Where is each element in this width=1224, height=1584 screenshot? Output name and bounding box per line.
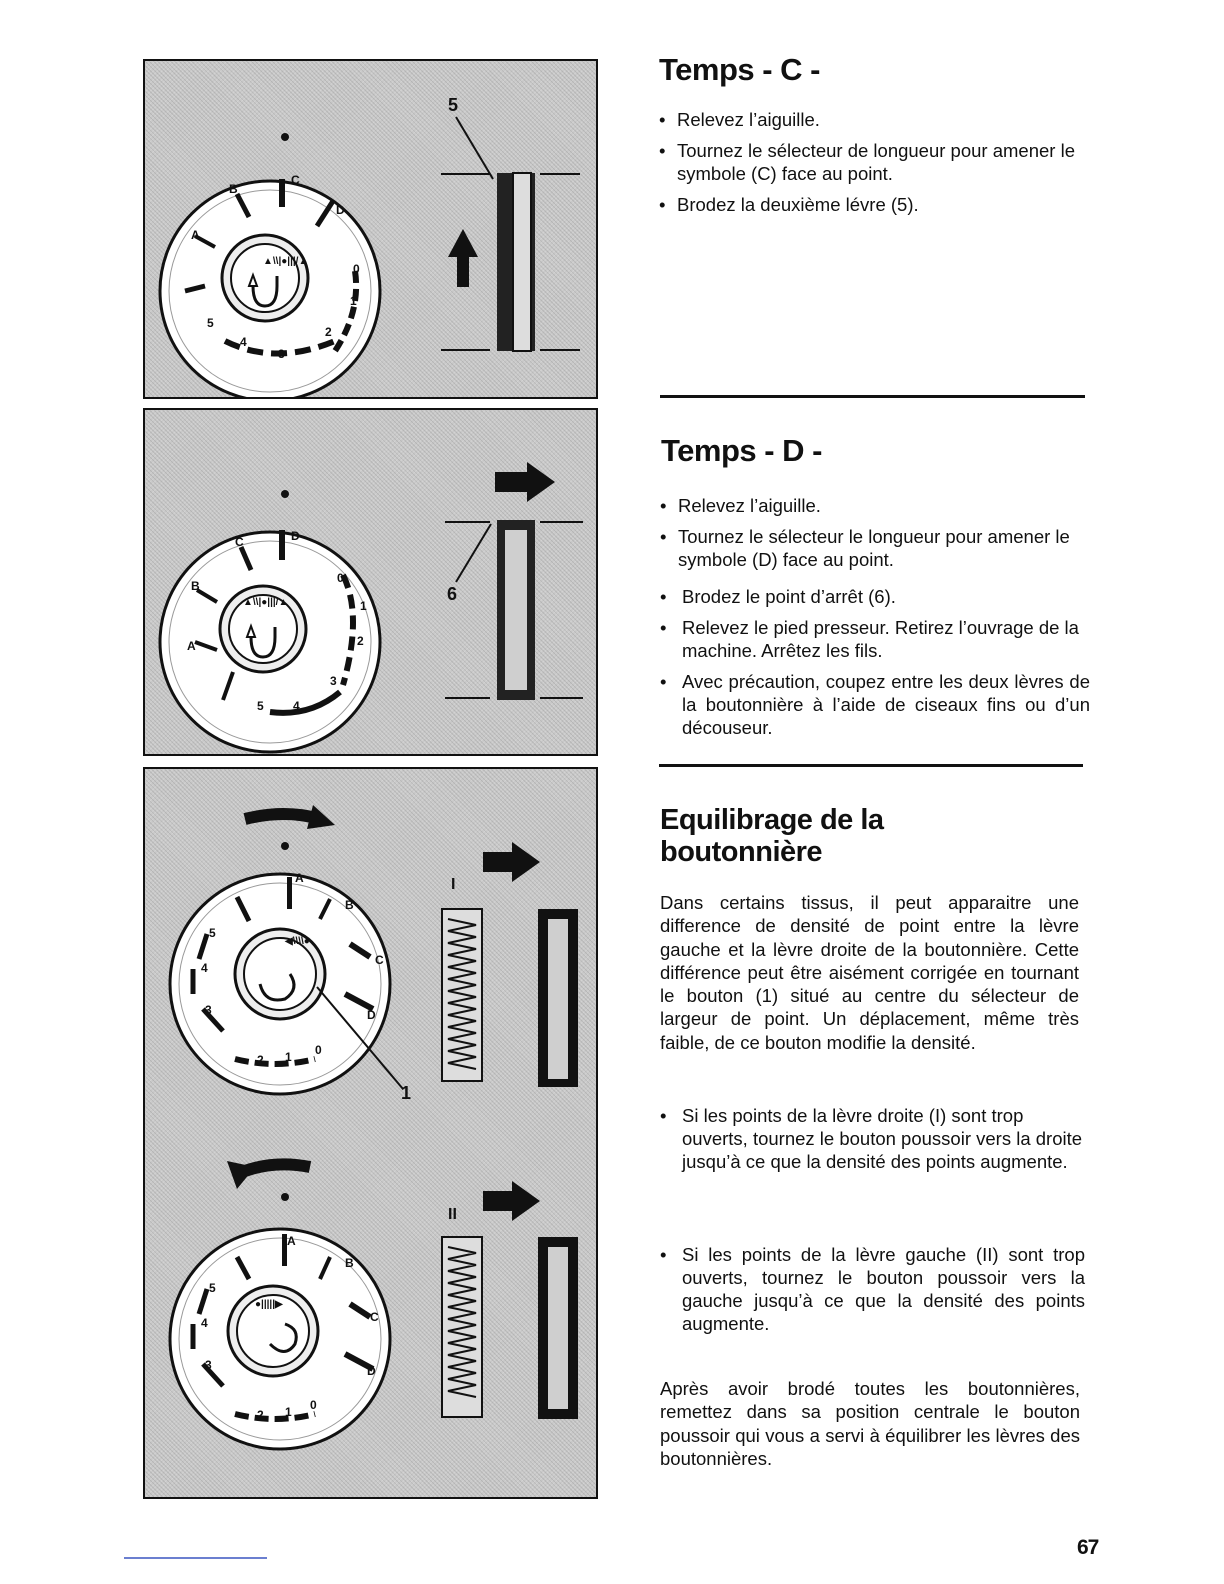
svg-text:5: 5 <box>257 699 264 713</box>
dial-letter-a: A <box>191 228 200 242</box>
indicator-dot <box>281 490 289 498</box>
heading-line-2: boutonnière <box>660 836 823 868</box>
list-item: • Avec précaution, coupez entre les deux lèvres de la boutonnière à l’aide de ciseaux fins ou d’un découseur. <box>660 670 1090 739</box>
svg-text:3: 3 <box>205 1358 212 1372</box>
paragraph-closing: Après avoir brodé toutes les boutonnières, remettez dans sa position centrale le bouton poussoir qui vous a servi à équilibrer les lèvres des boutonnières. <box>660 1378 1080 1469</box>
svg-text:B: B <box>345 1256 354 1270</box>
svg-text:2: 2 <box>357 634 364 648</box>
svg-text:1: 1 <box>360 599 367 613</box>
list-item: • Si les points de la lèvre gauche (II) sont trop ouverts, tournez le bouton poussoir vers la gauche jusqu’à ce que la densité des points augmente. <box>660 1243 1085 1335</box>
svg-text:0: 0 <box>353 262 360 276</box>
svg-text:1: 1 <box>285 1050 292 1064</box>
list-item: • Tournez le sélecteur de longueur pour amener le symbole (C) face au point. <box>659 139 1099 185</box>
svg-text:D: D <box>367 1008 376 1022</box>
list-item: • Brodez le point d’arrêt (6). <box>660 585 1090 608</box>
page-number: 67 <box>1077 1536 1099 1559</box>
svg-text:C: C <box>370 1310 379 1324</box>
svg-text:C: C <box>375 953 384 967</box>
svg-text:A: A <box>295 871 304 885</box>
svg-text:4: 4 <box>293 699 300 713</box>
svg-text:●|||||▶: ●|||||▶ <box>255 1299 283 1310</box>
label-lip-left: II <box>448 1206 457 1223</box>
svg-text:2: 2 <box>257 1053 264 1067</box>
list-temps-c <box>659 108 1099 224</box>
heading-line-1: Equilibrage de la <box>660 804 884 836</box>
svg-text:4: 4 <box>201 961 208 975</box>
svg-text:2: 2 <box>257 1408 264 1422</box>
figure-panel-balance <box>143 767 598 1499</box>
figure-panel-step-d <box>143 408 598 756</box>
svg-text:A: A <box>287 1234 296 1248</box>
heading-equilibrage <box>660 804 884 868</box>
dial-letter-b: B <box>229 182 238 196</box>
arrow-up-icon <box>448 229 478 287</box>
callout-1: 1 <box>401 1083 412 1103</box>
section-divider <box>659 764 1083 767</box>
list-item: • Relevez l’aiguille. <box>659 108 1099 131</box>
svg-text:0: 0 <box>315 1043 322 1057</box>
section-divider <box>660 395 1085 398</box>
svg-text:4: 4 <box>240 335 247 349</box>
heading-temps-d: Temps - D - <box>661 433 822 468</box>
list-balance-left <box>660 1243 1085 1343</box>
list-item: • Brodez la deuxième lévre (5). <box>659 193 1099 216</box>
svg-text:D: D <box>291 529 300 543</box>
paragraph-intro: Dans certains tissus, il peut apparaitre une difference de densité de point entre la lèvre gauche et la lèvre droite de la boutonnière. Cette différence peut être aisément corrigée en tournant le bouton (1) situé au centre du sélecteur de largeur de point. Un déplacement, même très faible, de ce bouton modifie la densité. <box>660 892 1079 1053</box>
svg-text:4: 4 <box>201 1316 208 1330</box>
svg-text:B: B <box>345 898 354 912</box>
svg-text:A: A <box>187 639 196 653</box>
svg-text:▲\\|●|||/▲: ▲\\|●|||/▲ <box>243 597 289 608</box>
list-item: • Si les points de la lèvre droite (I) sont trop ouverts, tournez le bouton poussoir vers la droite jusqu’à ce que la densité des points augmente. <box>660 1104 1085 1173</box>
svg-text:C: C <box>235 535 244 549</box>
svg-text:▲\\|●|||/▲: ▲\\|●|||/▲ <box>263 256 309 267</box>
svg-text:B: B <box>191 579 200 593</box>
svg-text:2: 2 <box>325 325 332 339</box>
svg-text:D: D <box>367 1364 376 1378</box>
scan-edge-line <box>124 1557 267 1559</box>
svg-text:5: 5 <box>209 1281 216 1295</box>
svg-text:0: 0 <box>337 571 344 585</box>
dial-illustration-c <box>145 61 598 399</box>
svg-text:0: 0 <box>310 1398 317 1412</box>
dial-illustration-balance <box>145 769 598 1499</box>
curved-arrow-right-icon <box>245 814 320 819</box>
svg-text:5: 5 <box>207 316 214 330</box>
dial-letter-d: D <box>336 203 345 217</box>
svg-text:3: 3 <box>205 1003 212 1017</box>
svg-text:1: 1 <box>350 294 357 308</box>
dial-letter-c: C <box>291 173 300 187</box>
list-item: • Tournez le sélecteur le longueur pour amener le symbole (D) face au point. <box>660 525 1090 571</box>
arrow-right-icon <box>495 462 555 502</box>
heading-temps-c: Temps - C - <box>659 52 820 87</box>
svg-text:5: 5 <box>209 926 216 940</box>
svg-text:1: 1 <box>285 1405 292 1419</box>
callout-6: 6 <box>447 584 458 604</box>
label-lip-right: I <box>451 876 456 893</box>
list-item: • Relevez le pied presseur. Retirez l’ouvrage de la machine. Arrêtez les fils. <box>660 616 1090 662</box>
svg-text:3: 3 <box>278 347 285 361</box>
list-item: • Relevez l’aiguille. <box>660 494 1090 517</box>
list-balance-right <box>660 1104 1085 1181</box>
list-temps-d <box>660 494 1090 747</box>
arrow-right-icon <box>483 842 540 882</box>
figure-panel-step-c <box>143 59 598 399</box>
svg-text:3: 3 <box>330 674 337 688</box>
arrow-right-icon <box>483 1181 540 1221</box>
callout-5: 5 <box>448 95 459 115</box>
indicator-dot <box>281 133 289 141</box>
dial-illustration-d <box>145 410 598 756</box>
svg-text:◀\\\\●: ◀\\\\● <box>285 936 310 947</box>
